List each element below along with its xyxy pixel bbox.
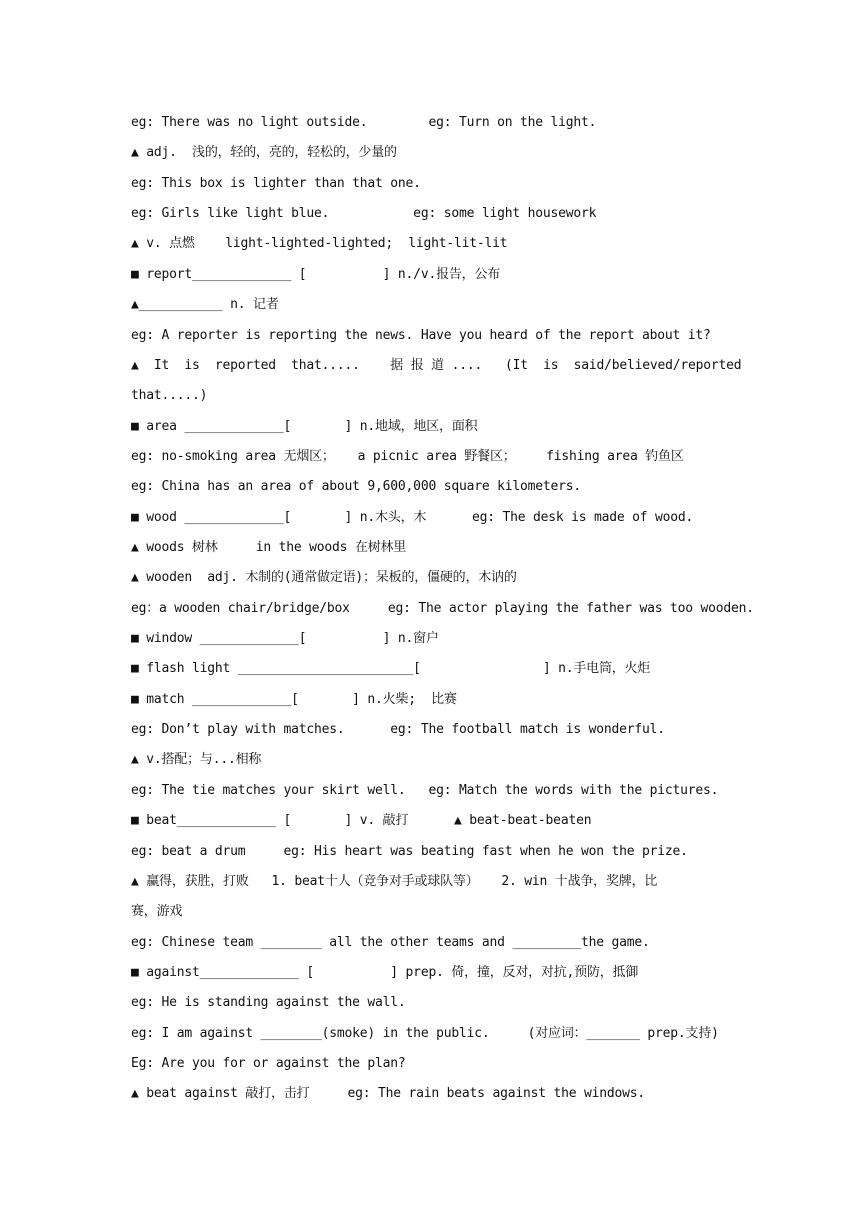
text-line: eg: Don’t play with matches. eg: The football match is wonderful.	[131, 722, 665, 737]
text-line: eg: I am against ________(smoke) in the public. (对应词：_______ prep.支持)	[131, 1026, 719, 1041]
text-line: Eg: Are you for or against the plan?	[131, 1056, 406, 1071]
vocab-entry-window: ■ window _____________[ ] n.窗户	[131, 631, 439, 646]
text-line: ▲ v. 点燃 light-lighted-lighted; light-lit-lit	[131, 236, 508, 251]
text-line: eg: Chinese team ________ all the other teams and _________the game.	[131, 935, 650, 950]
text-line: ▲ v.搭配；与...相称	[131, 752, 262, 767]
text-line: ▲ wooden adj. 木制的(通常做定语)；呆板的，僵硬的，木讷的	[131, 570, 517, 585]
vocab-entry-area: ■ area _____________[ ] n.地域，地区，面积	[131, 419, 478, 434]
text-line: eg: no-smoking area 无烟区； a picnic area 野餐区； fishing area 钓鱼区	[131, 449, 684, 464]
vocab-entry-report: ■ report_____________ [ ] n./v.报告，公布	[131, 267, 501, 282]
vocab-entry-against: ■ against_____________ [ ] prep. 倚，撞，反对，对抗,预防，抵御	[131, 965, 639, 980]
vocab-entry-wood: ■ wood _____________[ ] n.木头，木 eg: The desk is made of wood.	[131, 510, 694, 525]
text-line: eg: He is standing against the wall.	[131, 995, 406, 1010]
text-line: eg: beat a drum eg: His heart was beating fast when he won the prize.	[131, 844, 688, 859]
text-line: that.....)	[131, 388, 208, 403]
text-line: eg: China has an area of about 9,600,000 square kilometers.	[131, 479, 581, 494]
text-line: ▲___________ n. 记者	[131, 297, 279, 312]
vocab-entry-beat: ■ beat_____________ [ ] v. 敲打 ▲ beat-beat-beaten	[131, 813, 592, 828]
text-line: eg: There was no light outside. eg: Turn on the light.	[131, 115, 597, 130]
text-line: ▲ beat against 敲打，击打 eg: The rain beats against the windows.	[131, 1086, 645, 1101]
text-line: 赛，游戏	[131, 904, 183, 919]
text-line: eg：a wooden chair/bridge/box eg: The actor playing the father was too wooden.	[131, 601, 754, 616]
vocab-entry-match: ■ match _____________[ ] n.火柴; 比赛	[131, 692, 457, 707]
text-line: ▲ 赢得，获胜，打败 1. beat十人（竞争对手或球队等） 2. win 十战争，奖牌，比	[131, 874, 658, 889]
text-line: eg: A reporter is reporting the news. Have you heard of the report about it?	[131, 328, 711, 343]
text-line: eg: The tie matches your skirt well. eg: Match the words with the pictures.	[131, 783, 719, 798]
text-line: ▲ woods 树林 in the woods 在树林里	[131, 540, 407, 555]
text-line: eg: Girls like light blue. eg: some light housework	[131, 206, 597, 221]
vocab-entry-flash-light: ■ flash light _______________________[ ] n.手电筒，火炬	[131, 661, 651, 676]
text-line: ▲ adj. 浅的，轻的，亮的，轻松的，少量的	[131, 145, 397, 160]
text-line: eg: This box is lighter than that one.	[131, 176, 421, 191]
text-line: ▲ It is reported that..... 据 报 道 .... (It is said/believed/reported	[131, 358, 742, 373]
